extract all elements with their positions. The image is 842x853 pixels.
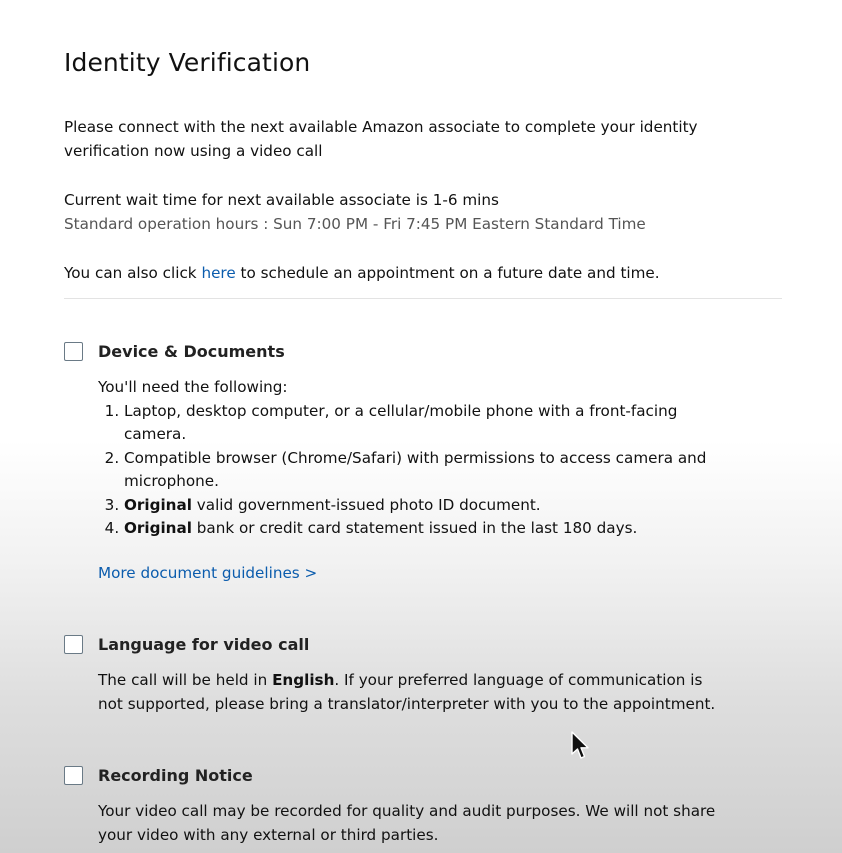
recording-text-line-1: Your video call may be recorded for quality and audit purposes. We will not share [98, 802, 716, 820]
language-english: English [272, 671, 335, 689]
intro-line-2: verification now using a video call [64, 142, 323, 160]
recording-title: Recording Notice [98, 766, 253, 785]
requirement-3-text: valid government-issued photo ID document. [191, 495, 541, 514]
recording-text-line-2: your video with any external or third parties. [98, 825, 439, 844]
list-item [124, 400, 718, 447]
requirement-3-bold: Original [124, 495, 192, 514]
guidelines-line [98, 561, 317, 585]
language-text-line-2: not supported, please bring a translator/interpreter with you to the appointment. [98, 694, 716, 713]
language-text-rest: . If your preferred language of communication is [334, 671, 703, 689]
more-document-guidelines-link[interactable]: More document guidelines > [98, 564, 318, 582]
schedule-suffix: to schedule an appointment on a future date and time. [235, 264, 660, 282]
recording-checkbox[interactable] [64, 766, 83, 785]
operation-hours-text: Standard operation hours : Sun 7:00 PM - Fri 7:45 PM Eastern Standard Time [64, 215, 646, 233]
need-label: You'll need the following: [98, 378, 288, 396]
recording-body [98, 800, 715, 847]
language-body [98, 669, 715, 716]
requirement-4-bold: Original [124, 519, 192, 537]
list-item [124, 447, 718, 494]
section-divider [64, 298, 782, 299]
device-documents-body [98, 376, 718, 541]
requirement-1-text: Laptop, desktop computer, or a cellular/mobile phone with a front-facing camera. [124, 401, 678, 443]
schedule-text [64, 261, 660, 285]
language-text-prefix: The call will be held in [98, 671, 273, 689]
requirement-2-text: Compatible browser (Chrome/Safari) with permissions to access camera and microphone. [124, 448, 707, 490]
language-title: Language for video call [98, 635, 310, 654]
page-title: Identity Verification [64, 48, 311, 77]
device-documents-title: Device & Documents [98, 342, 285, 361]
intro-line-1: Please connect with the next available Amazon associate to complete your identity [64, 118, 698, 136]
schedule-here-link[interactable]: here [201, 264, 236, 282]
wait-time-text: Current wait time for next available associate is 1-6 mins [64, 191, 499, 209]
intro-text [64, 115, 698, 163]
mouse-cursor-icon [570, 731, 590, 761]
language-checkbox[interactable] [64, 635, 83, 654]
list-item [124, 517, 718, 541]
list-item [124, 494, 718, 518]
device-documents-checkbox[interactable] [64, 342, 83, 361]
requirement-4-text: bank or credit card statement issued in the last 180 days. [191, 519, 638, 537]
requirements-list [98, 400, 718, 541]
schedule-prefix: You can also click [64, 264, 202, 282]
